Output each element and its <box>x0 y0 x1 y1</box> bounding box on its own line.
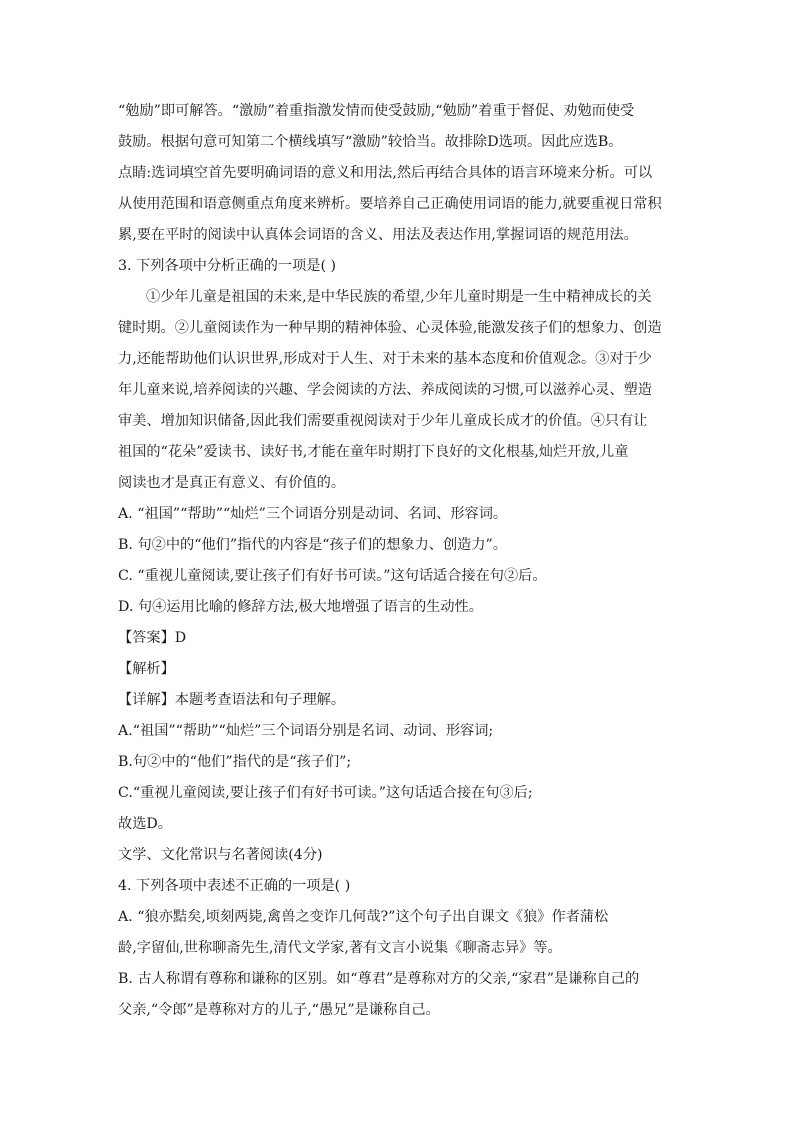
detail-line: 故选D。 <box>118 816 172 832</box>
passage-line: 阅读也才是真正有意义、有价值的。 <box>118 475 346 491</box>
text-line: 从使用范围和语意侧重点角度来辨析。要培养自己正确使用词语的能力,就要重视日常积 <box>118 196 662 212</box>
detail-line: C.“重视儿童阅读,要让孩子们有好书可读。”这句话适合接在句③后; <box>118 785 533 801</box>
detail-line: 【详解】本题考查语法和句子理解。 <box>118 692 346 708</box>
question-3-stem: 3. 下列各项中分析正确的一项是( ) <box>118 258 337 274</box>
text-line: 鼓励。根据句意可知第二个横线填写“激励”较恰当。故排除D选项。因此应选B。 <box>118 134 623 150</box>
option-a: A. “狼亦黠矣,顷刻两毙,禽兽之变诈几何哉?”这个句子出自课文《狼》作者蒲松 <box>118 909 609 925</box>
passage-line: 力,还能帮助他们认识世界,形成对于人生、对于未来的基本态度和价值观念。③对于少 <box>118 351 652 367</box>
option-a-cont: 龄,字留仙,世称聊斋先生,清代文学家,著有文言小说集《聊斋志异》等。 <box>118 940 562 956</box>
answer-label: 【答案】D <box>118 630 187 646</box>
text-line: “勉励”即可解答。“激励”着重指激发情而使受鼓励,“勉励”着重于督促、劝勉而使受 <box>118 103 635 119</box>
passage-line: 键时期。②儿童阅读作为一种早期的精神体验、心灵体验,能激发孩子们的想象力、创造 <box>118 320 662 336</box>
passage-line: 审美、增加知识储备,因此我们需要重视阅读对于少年儿童成长成才的价值。④只有让 <box>118 413 648 429</box>
detail-line: B.句②中的“他们”指代的是“孩子们”; <box>118 754 352 770</box>
text-line: 累,要在平时的阅读中认真体会词语的含义、用法及表达作用,掌握词语的规范用法。 <box>118 227 638 243</box>
option-b-cont: 父亲,“令郎”是尊称对方的儿子,“愚兄”是谦称自己。 <box>118 1002 440 1018</box>
option-b: B. 古人称谓有尊称和谦称的区别。如“尊君”是尊称对方的父亲,“家君”是谦称自己的 <box>118 971 640 987</box>
section-heading: 文学、文化常识与名著阅读(4分) <box>118 847 323 863</box>
passage-line: 年儿童来说,培养阅读的兴趣、学会阅读的方法、养成阅读的习惯,可以滋养心灵、塑造 <box>118 382 652 398</box>
option-d: D. 句④运用比喻的修辞方法,极大地增强了语言的生动性。 <box>118 599 483 615</box>
option-a: A. “祖国”“帮助”“灿烂”三个词语分别是动词、名词、形容词。 <box>118 506 508 522</box>
analysis-label: 【解析】 <box>118 661 175 677</box>
passage-line: 祖国的“花朵”爱读书、读好书,才能在童年时期打下良好的文化根基,灿烂开放,儿童 <box>118 444 629 460</box>
document-page <box>118 96 678 1026</box>
option-c: C. “重视儿童阅读,要让孩子们有好书可读。”这句话适合接在句②后。 <box>118 568 547 584</box>
question-4-stem: 4. 下列各项中表述不正确的一项是( ) <box>118 878 351 894</box>
text-line: 点睛:选词填空首先要明确词语的意义和用法,然后再结合具体的语言环境来分析。可以 <box>118 165 653 181</box>
detail-line: A.“祖国”“帮助”“灿烂”三个词语分别是名词、动词、形容词; <box>118 723 494 739</box>
passage-line: ①少年儿童是祖国的未来,是中华民族的希望,少年儿童时期是一生中精神成长的关 <box>146 289 652 305</box>
option-b: B. 句②中的“他们”指代的内容是“孩子们的想象力、创造力”。 <box>118 537 507 553</box>
